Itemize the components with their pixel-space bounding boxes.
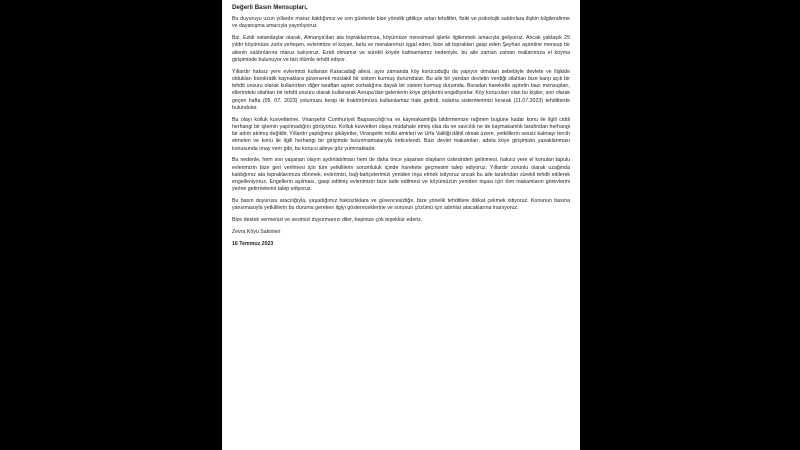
paragraph-intro: Bu duyuruyu uzun yıllardır maruz kaldığımız ve son günlerde bize yönelik gittikçe artan tehditler, fiziki ve psikolojik saldırılara ilişkin bilgilendirme ve dayanışma amacıyla yayınlıyoruz. xyxy=(232,16,570,30)
paragraph-press-call: Bu basın duyurusu aracılığıyla, yaşadığımız haksızlıklara ve güvencesizliğe, bize yönelik tehditlere dikkat çekmek istiyoruz. Konunun basına yansımasıyla yetkililerin bu duruma gereken ilgiyi göstereceklerine ve sorunun çözümü için adımlar atacaklarına inanıyoruz. xyxy=(232,198,570,212)
paragraph-thanks: Bize destek vermenizi ve sesimizi duyurmanızı diler, hepinize çok teşekkür ederiz. xyxy=(232,217,423,223)
document-page xyxy=(222,0,580,450)
document-date: 16 Temmuz 2023 xyxy=(232,240,274,247)
document-heading: Değerli Basın Mensupları, xyxy=(232,4,308,11)
paragraph-karacadag-family: Yıllardır haksız yere evlerimizi kullanan Karacadağ ailesi, aynı zamanda köy korucuduğu da yapıyor olmaları sebebiyle devlete ve ilişkide oldukları bürokratik kaynaklara güvenerek müstakil bir sistem kurmuş durumdalar. Bu aile bir yandan devletin verdiği silahları bize karşı açık bir tehdit unsuru olarak kullanırken diğer taraftan aşiret zorbalığına dayalı bir sistem kurmuş durumda. Buradan hareketle aşiretin bazı mensupları, ellerindeki silahları bir tehdit unsuru olarak kullanarak Avrupa'dan gelenlerin köye girişlerini engelliyorlar. Köy korucuları olan bu kişiler, son olarak geçen hafta (05. 07. 2023) yolumuzu kesip iki traktörümüzü kullanılamaz hale getirdi, sulama sistemlerimizi kırarak (11.07.2023) tehditlerde bulundular. xyxy=(232,68,570,111)
paragraph-background: Biz, Ezidi vatandaşlar olarak, Almanya'dan ata topraklarımıza, köyümüze mevsimsel işlerle ilgilenmek amacıyla geliyoruz. Ancak yaklaşık 25 yıldır köyümüze zorla yerleşen, evlerimize el koyan, tarla ve meralarımızı işgal eden, bize ait toprakları gasp eden Şeyhan aşiretine mensup bir ailenin saldırılarına maruz kalıyoruz. Ezidi olmamız ve sürekli köyde kalmamamız nedeniyle, bu aile zaman zaman mallarımıza el koyma girişiminde bulunuyor ve bizi ölümle tehdit ediyor. xyxy=(232,35,570,63)
paragraph-authorities: Bu olayı kolluk kuvvetlerine, Viranşehir Cumhuriyet Başsavcılığı'na ve kaymakamlığa bildirmemize rağmen bugüne kadar konu ile ilgili ciddi herhangi bir işlemin yapılmadığını görüyoruz. Kolluk kuvvetleri olaya müdahale etmiş olsa da ne savcılık ne de kaymakamlık tarafından herhangi bir adım atılmış değildir. Yıllardır yaptığımız şikâyetler, Viranşehir mülki amirleri ve Urfa Valiliği dâhil olmak üzere, yetkililerin sessiz kalmayı tercih etmeleri ve konu ile ilgili herhangi bir girişimde bulunmamalarıyla neticelendi. Bazı devlet makamları, adeta köye girişimizin yasaklanması konusunda onay verir gibi, bu korucu aileye göz yummaktadır. xyxy=(232,116,570,152)
document-signature: Zevra Köyü Sakinleri xyxy=(232,228,281,235)
paragraph-demands: Bu nedenle, hem son yaşanan olayın aydınlatılması hem de daha önce yaşanan olayların üstesinden gelinmesi, haksız yere el konulan tapulu evlerimizin bize geri verilmesi için tüm yetkililerin sorumluluk içinde harekete geçmesini talep ediyoruz. Yıllardır zorunlu olarak uzağında kaldığımız ata topraklarımıza dönmek, evlerimizi, bağ-bahçelerimizi yeniden inşa etmek istiyoruz ancak bu aile tarafından sürekli tehdit edilerek engelleniyoruz. Engellerin aşılması, gasp edilmiş evlerimizin bize iade edilmesi ve köyümüzün yeniden inşası için tüm makamların görevlerini yerine getirmelerini talep ediyoruz. xyxy=(232,157,570,193)
